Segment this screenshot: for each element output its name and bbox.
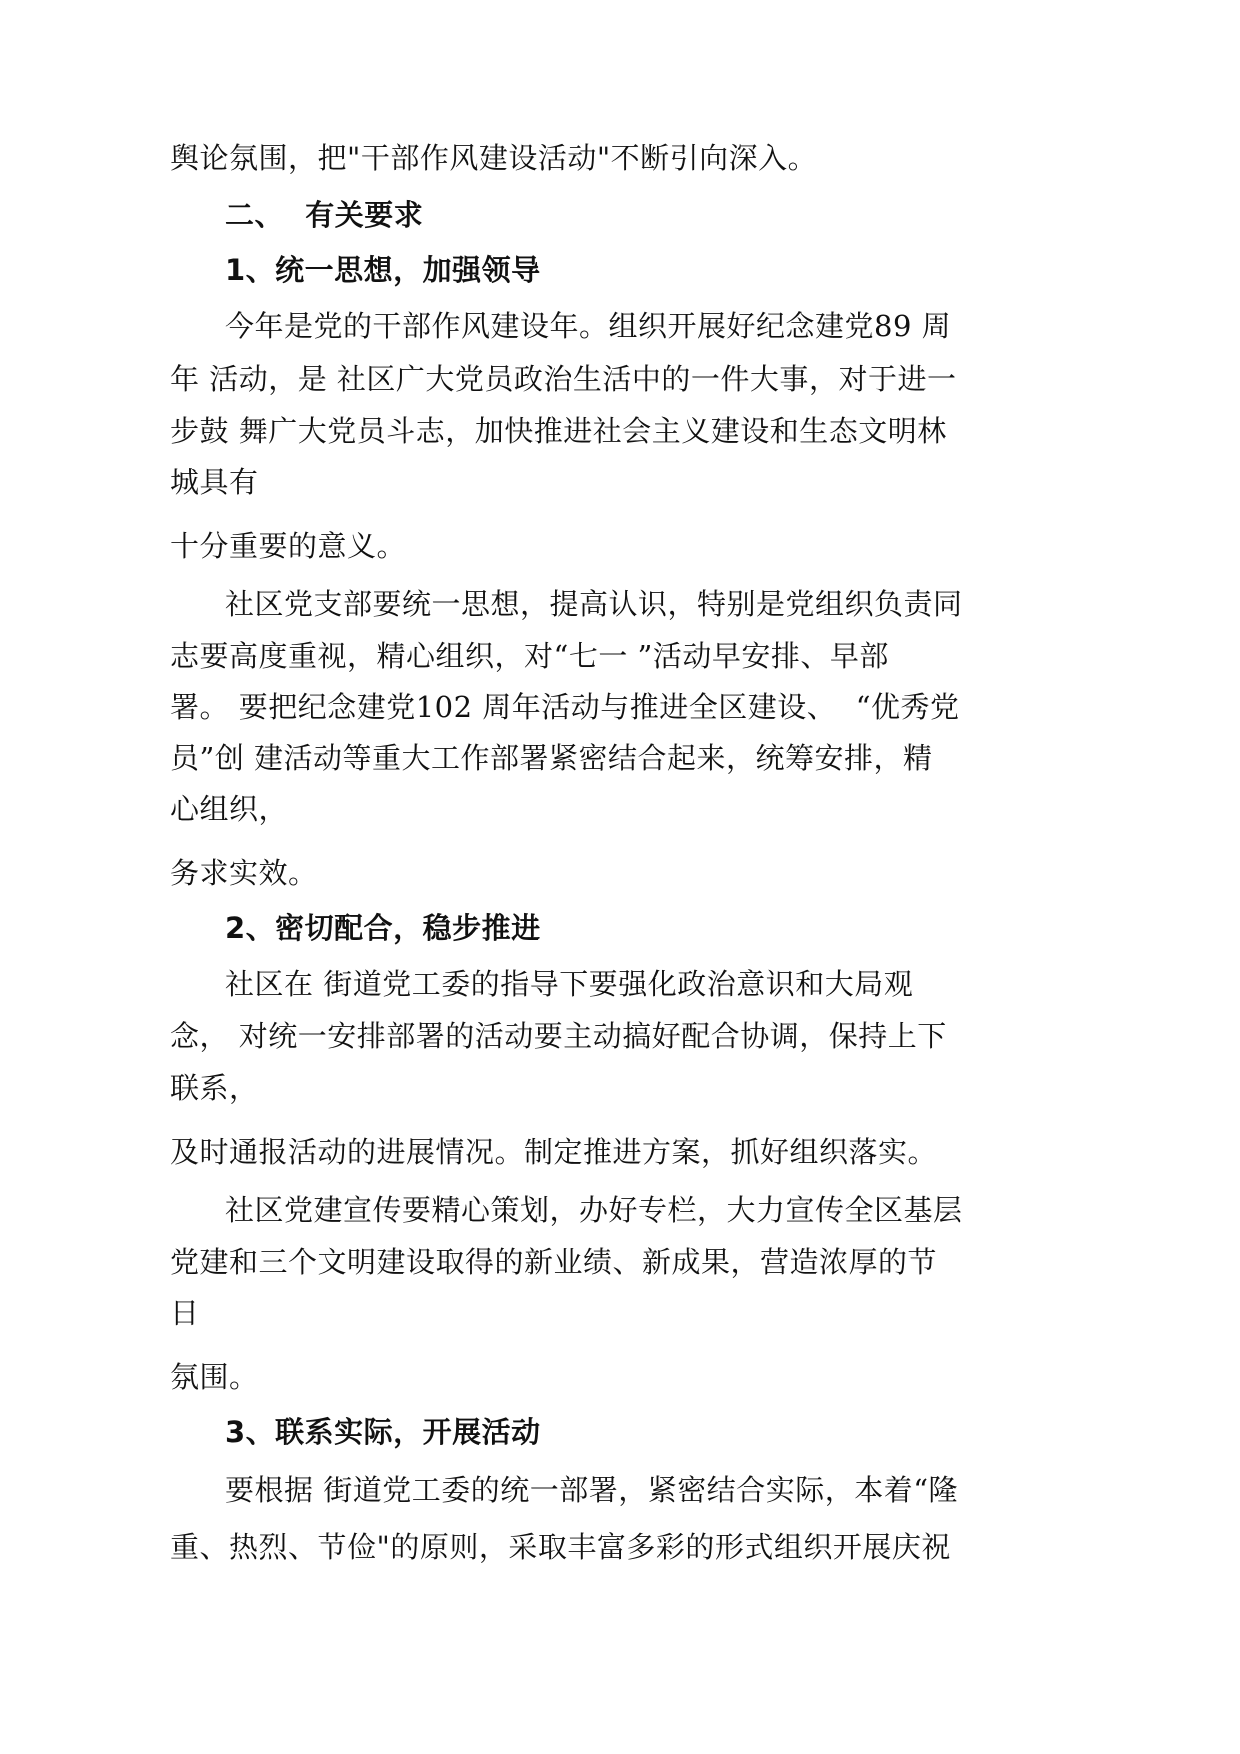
body-text-line: 员”创 建活动等重大工作部署紧密结合起来，统筹安排，精	[170, 741, 933, 775]
body-text-line: 年 活动，是 社区广大党员政治生活中的一件大事，对于进一	[170, 362, 957, 396]
section-heading: 二、 有关要求	[225, 198, 424, 232]
body-text-line: 重、热烈、节俭"的原则，采取丰富多彩的形式组织开展庆祝	[170, 1530, 951, 1564]
body-text-line: 社区党建宣传要精心策划，办好专栏，大力宣传全区基层	[225, 1193, 963, 1227]
subsection-heading: 1、统一思想，加强领导	[225, 253, 541, 287]
body-text-line: 联系，	[170, 1071, 259, 1105]
body-text-line: 心组织，	[170, 792, 289, 826]
body-text-line: 党建和三个文明建设取得的新业绩、新成果，营造浓厚的节	[170, 1245, 938, 1279]
body-text-line: 要根据 街道党工委的统一部署，紧密结合实际，本着“隆	[225, 1473, 959, 1507]
body-text-line: 念， 对统一安排部署的活动要主动搞好配合协调，保持上下	[170, 1019, 947, 1053]
subsection-heading: 3、联系实际，开展活动	[225, 1415, 541, 1449]
body-text-line: 署。 要把纪念建党102 周年活动与推进全区建设、 “优秀党	[170, 690, 960, 724]
body-text-line: 城具有	[170, 465, 259, 499]
body-text-line: 志要高度重视，精心组织，对“七一 ”活动早安排、早部	[170, 639, 889, 673]
body-text-line: 及时通报活动的进展情况。制定推进方案，抓好组织落实。	[170, 1135, 938, 1169]
body-text-line: 氛围。	[170, 1360, 259, 1394]
body-text-line: 步鼓 舞广大党员斗志，加快推进社会主义建设和生态文明林	[170, 414, 947, 448]
subsection-heading: 2、密切配合，稳步推进	[225, 911, 541, 945]
body-text-line: 舆论氛围，把"干部作风建设活动"不断引向深入。	[170, 141, 818, 175]
body-text-line: 务求实效。	[170, 856, 318, 890]
body-text-line: 今年是党的干部作风建设年。组织开展好纪念建党89 周	[225, 309, 952, 343]
body-text-line: 十分重要的意义。	[170, 529, 407, 563]
body-text-line: 社区在 街道党工委的指导下要强化政治意识和大局观	[225, 967, 914, 1001]
body-text-line: 社区党支部要统一思想，提高认识，特别是党组织负责同	[225, 587, 963, 621]
body-text-line: 日	[170, 1296, 200, 1330]
